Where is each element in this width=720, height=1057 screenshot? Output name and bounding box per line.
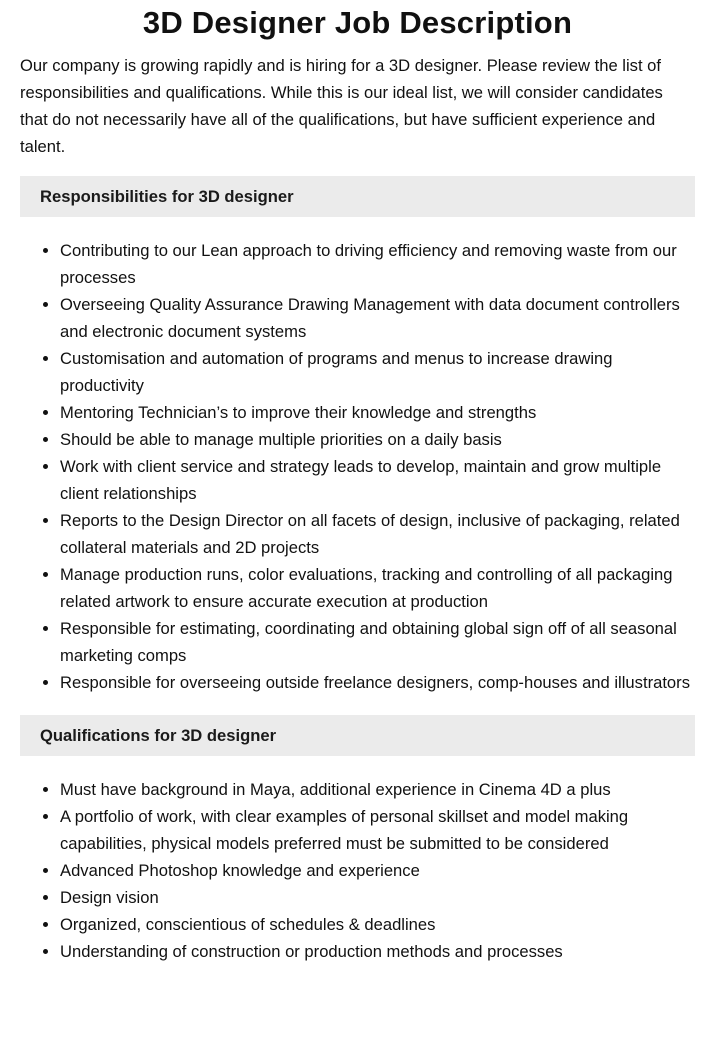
list-item: • Overseeing Quality Assurance Drawing Management with data document controllers and electronic document systems <box>60 291 695 345</box>
page-title: 3D Designer Job Description <box>142 5 573 40</box>
intro-paragraph: Our company is growing rapidly and is hiring for a 3D designer. Please review the list of responsibilities and qualifications. While this is our ideal list, we will consider candidates that do not necessarily have all of the qualifications, but have sufficient experience and talent. <box>20 56 663 156</box>
list-item: • Contributing to our Lean approach to driving efficiency and removing waste from our processes <box>60 237 695 291</box>
responsibilities-section <box>20 176 695 696</box>
list-item: • Reports to the Design Director on all facets of design, inclusive of packaging, related collateral materials and 2D projects <box>60 507 695 561</box>
list-item: • Design vision <box>60 884 695 911</box>
list-item: • Advanced Photoshop knowledge and experience <box>60 857 695 884</box>
list-item: • Customisation and automation of programs and menus to increase drawing productivity <box>60 345 695 399</box>
list-item: • Manage production runs, color evaluations, tracking and controlling of all packaging related artwork to ensure accurate execution at production <box>60 561 695 615</box>
list-item: • Responsible for estimating, coordinating and obtaining global sign off of all seasonal marketing comps <box>60 615 695 669</box>
responsibilities-heading: Responsibilities for 3D designer <box>20 176 695 217</box>
list-item: • Understanding of construction or production methods and processes <box>60 938 695 965</box>
qualifications-list <box>20 776 695 965</box>
qualifications-heading: Qualifications for 3D designer <box>20 715 695 756</box>
list-item: • Organized, conscientious of schedules & deadlines <box>60 911 695 938</box>
list-item: • Work with client service and strategy leads to develop, maintain and grow multiple client relationships <box>60 453 695 507</box>
list-item: • A portfolio of work, with clear examples of personal skillset and model making capabilities, physical models preferred must be submitted to be considered <box>60 803 695 857</box>
list-item: • Should be able to manage multiple priorities on a daily basis <box>60 426 695 453</box>
list-item: • Mentoring Technician’s to improve their knowledge and strengths <box>60 399 695 426</box>
qualifications-section <box>20 715 695 965</box>
responsibilities-list <box>20 237 695 696</box>
list-item: • Must have background in Maya, additional experience in Cinema 4D a plus <box>60 776 695 803</box>
list-item: • Responsible for overseeing outside freelance designers, comp-houses and illustrators <box>60 669 695 696</box>
